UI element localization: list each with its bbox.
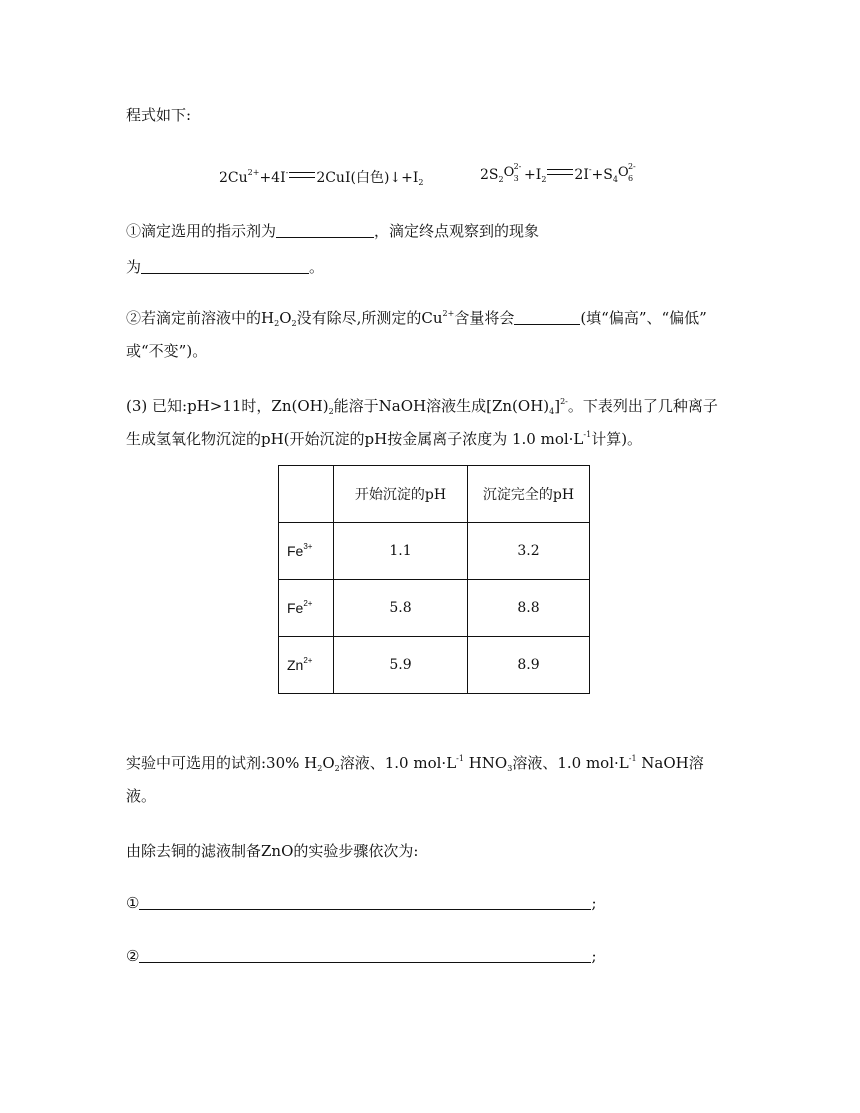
table-row bbox=[279, 580, 590, 637]
equals-sign bbox=[289, 172, 315, 178]
ph-table bbox=[278, 465, 590, 694]
reagents-line-2: 液。 bbox=[126, 787, 157, 805]
step-2-blank[interactable] bbox=[139, 948, 591, 963]
steps-intro: 由除去铜的滤液制备ZnO的实验步骤依次为: bbox=[126, 842, 419, 860]
header-empty-cell bbox=[279, 466, 334, 523]
ion-cell: $Fe^{3+}$ bbox=[279, 523, 334, 580]
ion-cell: $Fe^{2+}$ bbox=[279, 580, 334, 637]
start-ph-cell: 1.1 bbox=[334, 523, 468, 580]
table-header-row bbox=[279, 466, 590, 523]
header-start-ph: 开始沉淀的pH bbox=[334, 466, 468, 523]
start-ph-cell: 5.9 bbox=[334, 637, 468, 694]
step-2: ② ; bbox=[126, 947, 597, 965]
question-2-line-1: ②若滴定前溶液中的$H_2O_2$没有除尽,所测定的$Cu^{2+}$含量将会 (填“偏高”、“偏低” bbox=[126, 309, 707, 328]
step-1-blank[interactable] bbox=[139, 895, 591, 910]
effect-blank[interactable] bbox=[514, 310, 580, 325]
equation-1: $2Cu^{2+}+4I^-$ 2CuI(白色)$↓+I_2$ bbox=[219, 168, 424, 187]
phenomenon-blank[interactable] bbox=[141, 259, 309, 274]
reagents-line-1: 实验中可选用的试剂:30% $H_2O_2$溶液、1.0 $mol\cdot L^{-1}$ $HNO_3$溶液、1.0 $mol\cdot L^{-1}$ NaOH溶 bbox=[126, 754, 704, 773]
question-3-line-2: 生成氢氧化物沉淀的pH(开始沉淀的pH按金属离子浓度为 1.0 $mol\cdot L^{-1}$计算)。 bbox=[126, 430, 643, 448]
indicator-blank[interactable] bbox=[276, 223, 374, 238]
question-1-line-1: ①滴定选用的指示剂为 ，滴定终点观察到的现象 bbox=[126, 222, 540, 240]
header-complete-ph: 沉淀完全的pH bbox=[468, 466, 590, 523]
ion-cell: $Zn^{2+}$ bbox=[279, 637, 334, 694]
question-1-line-2: 为 。 bbox=[126, 258, 325, 276]
start-ph-cell: 5.8 bbox=[334, 580, 468, 637]
complete-ph-cell: 8.9 bbox=[468, 637, 590, 694]
complete-ph-cell: 3.2 bbox=[468, 523, 590, 580]
step-1: ① ; bbox=[126, 894, 597, 912]
question-3-line-1: (3) 已知:pH>11时，$Zn(OH)_2$能溶于NaOH溶液生成$[Zn(OH)_4]^{2-}$。下表列出了几种离子 bbox=[126, 397, 718, 416]
question-2-line-2: 或“不变”)。 bbox=[126, 342, 208, 360]
complete-ph-cell: 8.8 bbox=[468, 580, 590, 637]
intro-text: 程式如下: bbox=[126, 106, 192, 124]
equation-2: $2S_2$ O 2- 3 $+I_2$ $2I^-+S_4$ O 2- 6 bbox=[480, 162, 636, 184]
equals-sign bbox=[547, 169, 573, 175]
table-row bbox=[279, 523, 590, 580]
table-row bbox=[279, 637, 590, 694]
